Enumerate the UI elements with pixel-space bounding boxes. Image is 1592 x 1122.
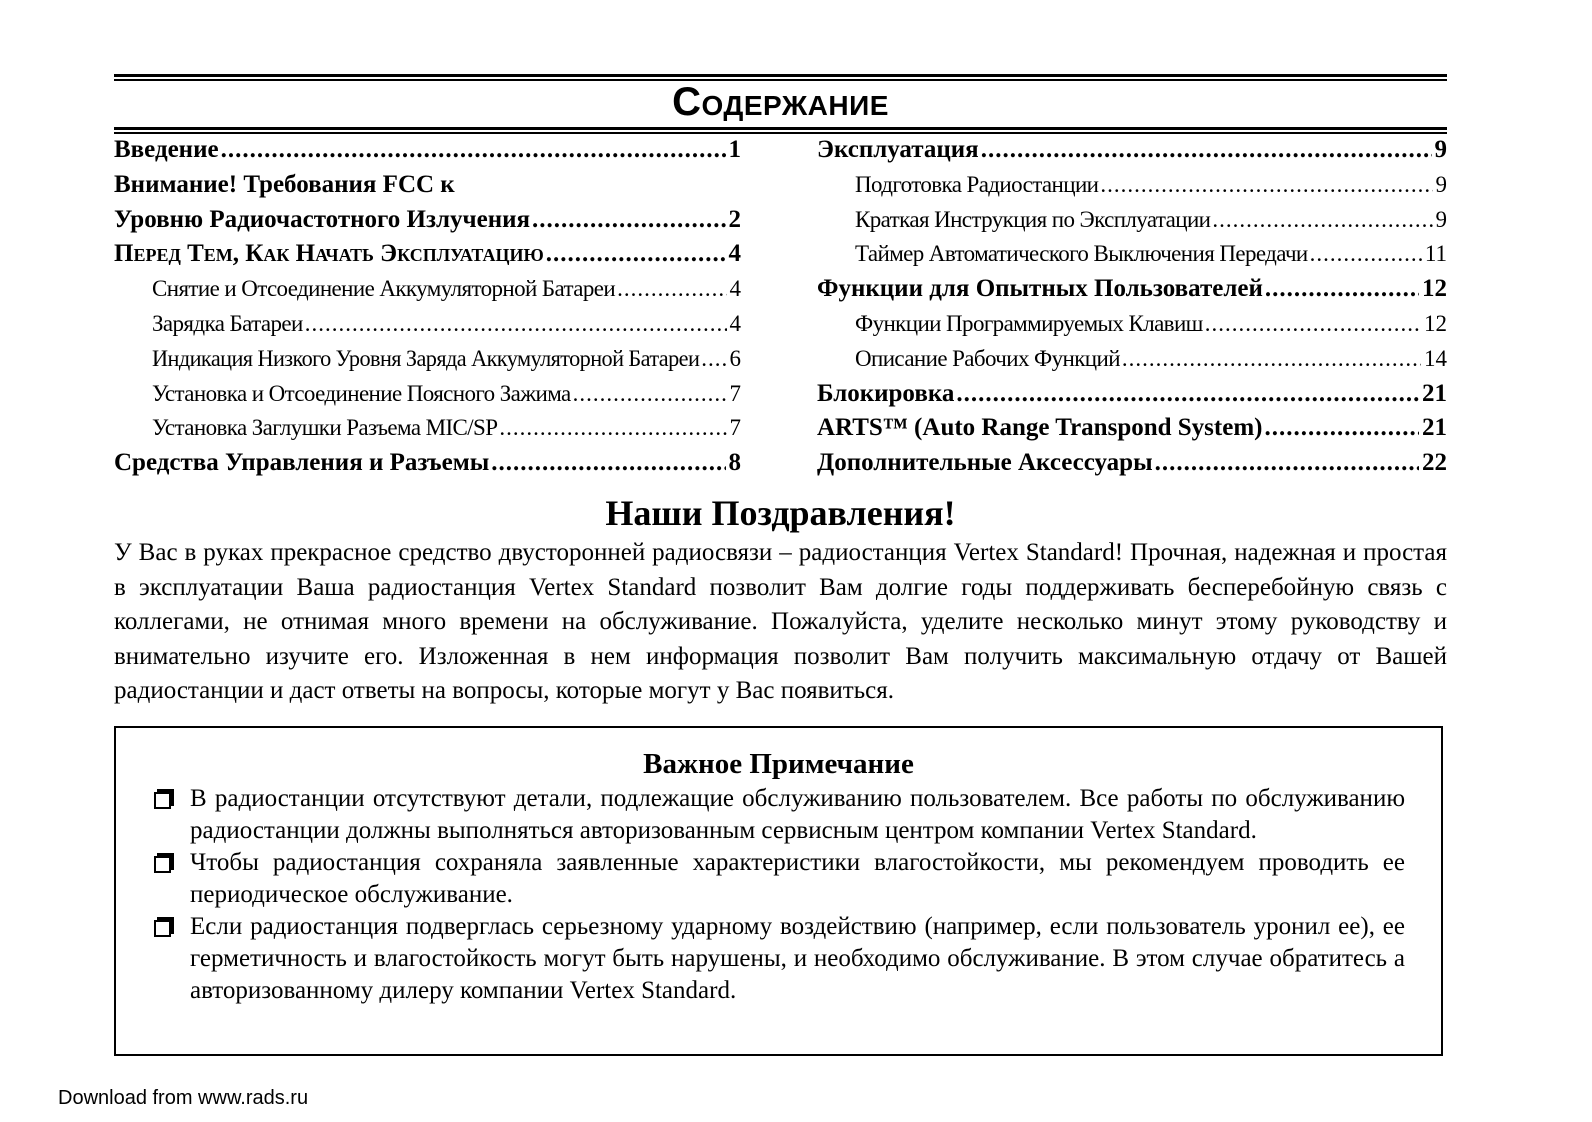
toc-entry[interactable] [114, 203, 741, 238]
toc-leader-dots [1265, 272, 1419, 307]
toc-leader-dots [981, 133, 1432, 168]
important-note-box [114, 726, 1443, 1056]
toc-page-number: 6 [729, 345, 741, 371]
toc-leader-dots [956, 377, 1419, 412]
toc-page-number: 1 [728, 136, 741, 163]
toc-page-number: 4 [729, 276, 741, 302]
toc-leader-dots [1212, 203, 1432, 238]
toc-leader-dots [305, 307, 727, 342]
toc-subentry[interactable] [817, 342, 1447, 377]
toc-entry-title: Функции Программируемых Клавиш [855, 310, 1203, 336]
important-note-title: Важное Примечание [643, 748, 914, 780]
toc-entry[interactable] [114, 168, 741, 203]
toc-page-number: 4 [728, 240, 741, 268]
toc-page-number: 9 [1435, 171, 1447, 197]
toc-entry-title: Таймер Автоматического Выключения Передачи [855, 241, 1308, 267]
toc-entry-title: Снятие и Отсоединение Аккумуляторной Батареи [152, 276, 616, 302]
toc-entry[interactable] [817, 446, 1447, 481]
toc-entry-title: Установка и Отсоединение Поясного Зажима [152, 380, 571, 406]
toc-entry-title: Подготовка Радиостанции [855, 171, 1099, 197]
toc-leader-dots [617, 272, 726, 307]
toc-subentry[interactable] [817, 203, 1447, 238]
toc-leader-dots [532, 203, 725, 238]
toc-entry[interactable] [817, 411, 1447, 446]
toc-right-column [817, 133, 1447, 481]
note-item [152, 783, 1405, 847]
toc-entry[interactable] [817, 133, 1447, 168]
toc-leader-dots [491, 446, 725, 481]
toc-page-number: 7 [729, 380, 741, 406]
toc-entry-title: Внимание! Требования FCC к [114, 170, 455, 198]
toc-page-number: 12 [1424, 310, 1447, 336]
toc-entry-title: Функции для Опытных Пользователей [817, 275, 1263, 303]
note-item [152, 911, 1405, 1007]
checkbox-bullet-icon [154, 856, 171, 873]
note-item [152, 847, 1405, 911]
toc-entry-title: Введение [114, 136, 219, 163]
toc-leader-dots [1122, 342, 1421, 377]
note-item-text: Если радиостанция подверглась серьезному ударному воздействию (например, если пользователь уронил ее), ее герметичность и влагостойкость могут быть нарушены, и необходимо обслуживание. В этом случае обратитесь а авторизованному дилеру компании Vertex Standard. [190, 913, 1405, 1004]
toc-subentry[interactable] [817, 168, 1447, 203]
toc-entry[interactable] [114, 237, 741, 272]
checkbox-bullet-icon [154, 920, 171, 937]
toc-entry-title: ARTS™ (Auto Range Transpond System) [817, 414, 1263, 442]
title-rule-thick [114, 127, 1447, 130]
toc-entry[interactable] [817, 272, 1447, 307]
toc-entry-title: Описание Рабочих Функций [855, 345, 1120, 371]
toc-entry-title: Индикация Низкого Уровня Заряда Аккумуляторной Батареи [152, 345, 700, 371]
toc-subentry[interactable] [114, 411, 741, 446]
toc-subentry[interactable] [817, 307, 1447, 342]
toc-subentry[interactable] [817, 237, 1447, 272]
congrats-title: Наши Поздравления! [605, 493, 956, 533]
toc-page-number: 11 [1424, 241, 1447, 267]
toc-leader-dots [1100, 168, 1432, 203]
toc-entry-title: Блокировка [817, 379, 955, 407]
toc-entry-title: Дополнительные Аксессуары [817, 449, 1153, 477]
toc-entry-title: Краткая Инструкция по Эксплуатации [855, 206, 1211, 232]
download-source-footer: Download from www.rads.ru [58, 1087, 309, 1109]
toc-leader-dots [1264, 411, 1419, 446]
toc-subentry[interactable] [114, 272, 741, 307]
toc-page-number: 9 [1434, 136, 1447, 163]
toc-page-number: 9 [1435, 206, 1447, 232]
toc-page-number: 7 [729, 415, 741, 441]
toc-entry-title: Перед Тем, Как Начать Эксплуатацию [114, 240, 544, 268]
toc-page-number: 21 [1422, 414, 1447, 442]
toc-leader-dots [1155, 446, 1419, 481]
toc-entry-title: Установка Заглушки Разъема MIC/SP [152, 415, 498, 441]
toc-page-number: 12 [1422, 275, 1447, 303]
toc-page-number: 22 [1422, 449, 1447, 477]
toc-entry-title: Уровню Радиочастотного Излучения [114, 205, 531, 233]
toc-leader-dots [221, 133, 726, 168]
toc-title: Содержание [672, 80, 889, 124]
congrats-paragraph: У Вас в руках прекрасное средство двусторонней радиосвязи – радиостанция Vertex Standard! Прочная, надежная и простая в эксплуатации Ваша радиостанция Vertex Standard позволит Вам долгие годы поддерживать бесперебойную связь с коллегами, не отнимая много времени на обслуживание. Пожалуйста, уделите несколько минут этому руководству и внимательно изучите его. Изложенная в нем информация позволит Вам получить максимальную отдачу от Вашей радиостанции и даст ответы на вопросы, которые могут у Вас появиться. [114, 539, 1447, 705]
toc-leader-dots [1310, 237, 1422, 272]
toc-subentry[interactable] [114, 342, 741, 377]
toc-left-column [114, 133, 741, 481]
toc-entry[interactable] [114, 446, 741, 481]
toc-leader-dots [546, 237, 726, 272]
toc-entry[interactable] [114, 133, 741, 168]
toc-entry-title: Эксплуатация [817, 136, 979, 163]
toc-leader-dots [1205, 307, 1421, 342]
toc-entry-title: Средства Управления и Разъемы [114, 449, 490, 477]
toc-page-number: 4 [729, 310, 741, 336]
important-note-list [152, 783, 1405, 1007]
toc-leader-dots [499, 411, 726, 446]
toc-subentry[interactable] [114, 307, 741, 342]
toc-page-number: 8 [728, 449, 741, 477]
note-item-text: Чтобы радиостанция сохраняла заявленные характеристики влагостойкости, мы рекомендуем проводить ее периодическое обслуживание. [190, 849, 1405, 908]
toc-leader-dots [573, 377, 727, 412]
toc-leader-dots [701, 342, 726, 377]
note-item-text: В радиостанции отсутствуют детали, подлежащие обслуживанию пользователем. Все работы по обслуживанию радиостанции должны выполняться авторизованным сервисным центром компании Vertex Standard. [190, 785, 1405, 844]
toc-entry[interactable] [817, 377, 1447, 412]
toc-page-number: 2 [728, 205, 741, 233]
toc-subentry[interactable] [114, 377, 741, 412]
toc-page-number: 21 [1422, 379, 1447, 407]
toc-entry-title: Зарядка Батареи [152, 310, 303, 336]
toc-page-number: 14 [1424, 345, 1447, 371]
checkbox-bullet-icon [154, 792, 171, 809]
